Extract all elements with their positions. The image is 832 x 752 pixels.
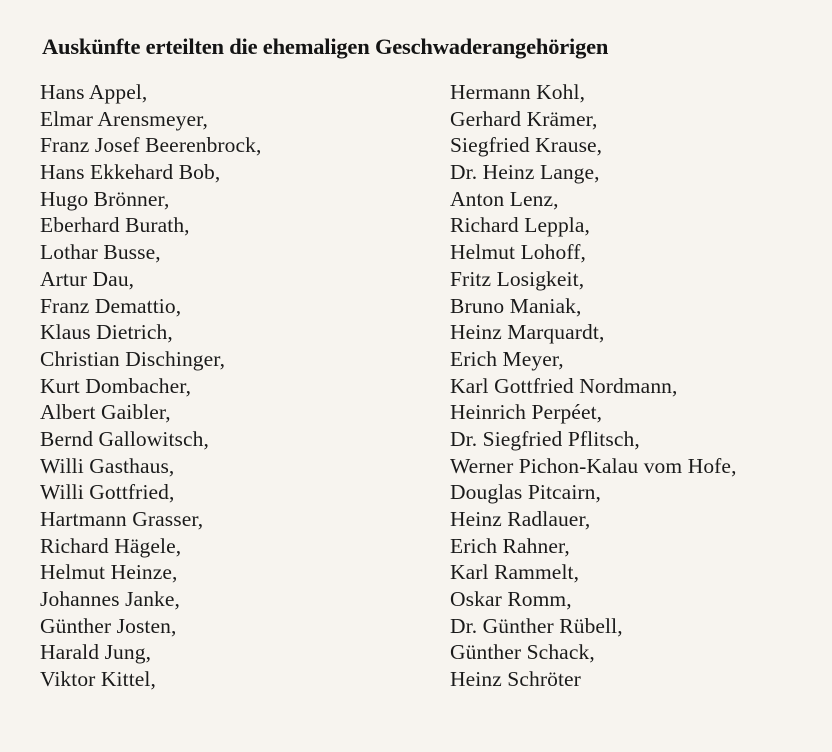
name-entry: Viktor Kittel, [40, 667, 156, 692]
name-entry: Willi Gasthaus, [40, 453, 175, 478]
name-entry: Bernd Gallowitsch, [40, 426, 209, 451]
name-entry: Richard Hägele, [40, 533, 182, 558]
name-entry: Albert Gaibler, [40, 400, 171, 425]
name-entry: Klaus Dietrich, [40, 320, 173, 345]
name-entry: Elmar Arensmeyer, [40, 106, 208, 131]
name-entry: Eberhard Burath, [40, 213, 190, 238]
name-entry: Willi Gottfried, [40, 480, 175, 505]
page-heading: Auskünfte erteilten die ehemaligen Geschwaderangehörigen [42, 34, 609, 59]
name-entry: Günther Schack, [450, 640, 595, 665]
name-entry: Fritz Losigkeit, [450, 266, 585, 291]
name-entry: Heinrich Perpéet, [450, 400, 603, 425]
name-entry: Heinz Schröter [450, 667, 581, 692]
name-entry: Helmut Lohoff, [450, 240, 586, 265]
name-entry: Bruno Maniak, [450, 293, 582, 318]
name-entry: Dr. Heinz Lange, [450, 160, 600, 185]
name-entry: Johannes Janke, [40, 587, 181, 612]
name-entry: Günther Josten, [40, 613, 177, 638]
names-column-right [450, 79, 737, 693]
name-entry: Franz Josef Beerenbrock, [40, 133, 262, 158]
name-entry: Hermann Kohl, [450, 80, 586, 104]
name-entry: Hartmann Grasser, [40, 507, 204, 531]
name-entry: Dr. Günther Rübell, [450, 613, 623, 638]
name-entry: Douglas Pitcairn, [450, 480, 601, 505]
name-entry: Erich Meyer, [450, 346, 564, 371]
name-entry: Richard Leppla, [450, 213, 591, 238]
name-entry: Franz Demattio, [40, 293, 182, 318]
name-entry: Anton Lenz, [450, 186, 559, 211]
name-entry: Karl Gottfried Nordmann, [450, 373, 678, 398]
name-entry: Helmut Heinze, [40, 560, 178, 585]
name-entry: Christian Dischinger, [40, 346, 226, 371]
name-entry: Heinz Marquardt, [450, 320, 605, 345]
names-column-left [40, 79, 262, 693]
name-entry: Werner Pichon-Kalau vom Hofe, [450, 453, 737, 478]
name-entry: Heinz Radlauer, [450, 507, 591, 531]
name-entry: Lothar Busse, [40, 240, 161, 265]
name-entry: Gerhard Krämer, [450, 106, 598, 131]
name-entry: Erich Rahner, [450, 533, 570, 558]
name-entry: Hans Appel, [40, 80, 148, 104]
name-entry: Dr. Siegfried Pflitsch, [450, 426, 640, 451]
name-entry: Artur Dau, [40, 266, 135, 291]
name-entry: Karl Rammelt, [450, 560, 580, 585]
name-entry: Harald Jung, [40, 640, 152, 665]
name-entry: Kurt Dombacher, [40, 373, 192, 398]
name-entry: Siegfried Krause, [450, 133, 603, 158]
name-entry: Oskar Romm, [450, 587, 572, 612]
name-entry: Hans Ekkehard Bob, [40, 160, 221, 185]
name-entry: Hugo Brönner, [40, 186, 170, 211]
